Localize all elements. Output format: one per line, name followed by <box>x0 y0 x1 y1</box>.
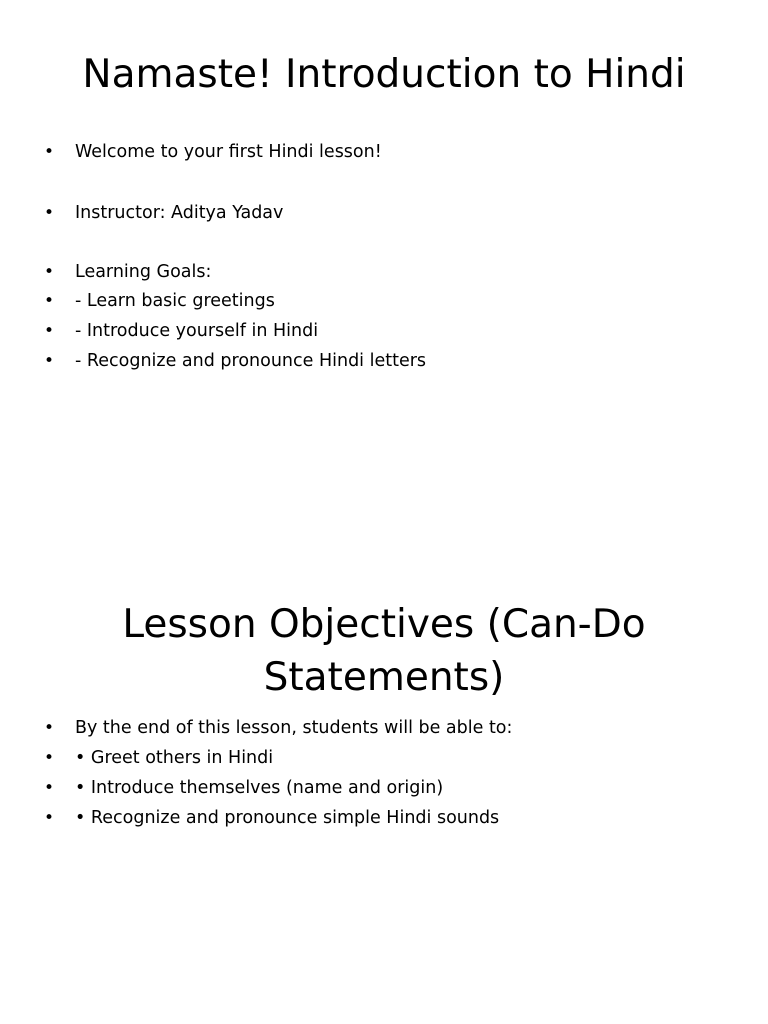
list-item <box>0 289 768 313</box>
list-item <box>0 349 768 373</box>
slide-2 <box>0 512 768 1024</box>
list-item <box>0 806 768 830</box>
bullet-icon: • <box>44 291 55 311</box>
bullet-text: Welcome to your first Hindi lesson! <box>75 142 382 162</box>
list-item <box>0 260 768 284</box>
bullet-icon: • <box>44 718 55 738</box>
list-item <box>0 319 768 343</box>
bullet-text: Instructor: Aditya Yadav <box>75 203 284 223</box>
list-item <box>0 140 768 164</box>
bullet-icon: • <box>44 748 55 768</box>
bullet-icon: • <box>44 351 55 371</box>
list-item <box>0 776 768 800</box>
bullet-text: • Greet others in Hindi <box>75 748 274 768</box>
list-item <box>0 746 768 770</box>
bullet-text: - Recognize and pronounce Hindi letters <box>75 351 427 371</box>
list-item <box>0 201 768 225</box>
bullet-text: • Introduce themselves (name and origin) <box>75 778 444 798</box>
bullet-text: By the end of this lesson, students will be able to: <box>75 718 513 738</box>
bullet-text: - Introduce yourself in Hindi <box>75 321 319 341</box>
slide-title: Namaste! Introduction to Hindi <box>82 52 686 97</box>
bullet-icon: • <box>44 321 55 341</box>
slide-title: Lesson Objectives (Can-Do Statements) <box>122 602 646 700</box>
bullet-icon: • <box>44 262 55 282</box>
bullet-icon: • <box>44 808 55 828</box>
bullet-text: Learning Goals: <box>75 262 212 282</box>
list-item <box>0 716 768 740</box>
bullet-icon: • <box>44 142 55 162</box>
bullet-icon: • <box>44 203 55 223</box>
bullet-icon: • <box>44 778 55 798</box>
bullet-text: - Learn basic greetings <box>75 291 275 311</box>
bullet-text: • Recognize and pronounce simple Hindi sounds <box>75 808 500 828</box>
